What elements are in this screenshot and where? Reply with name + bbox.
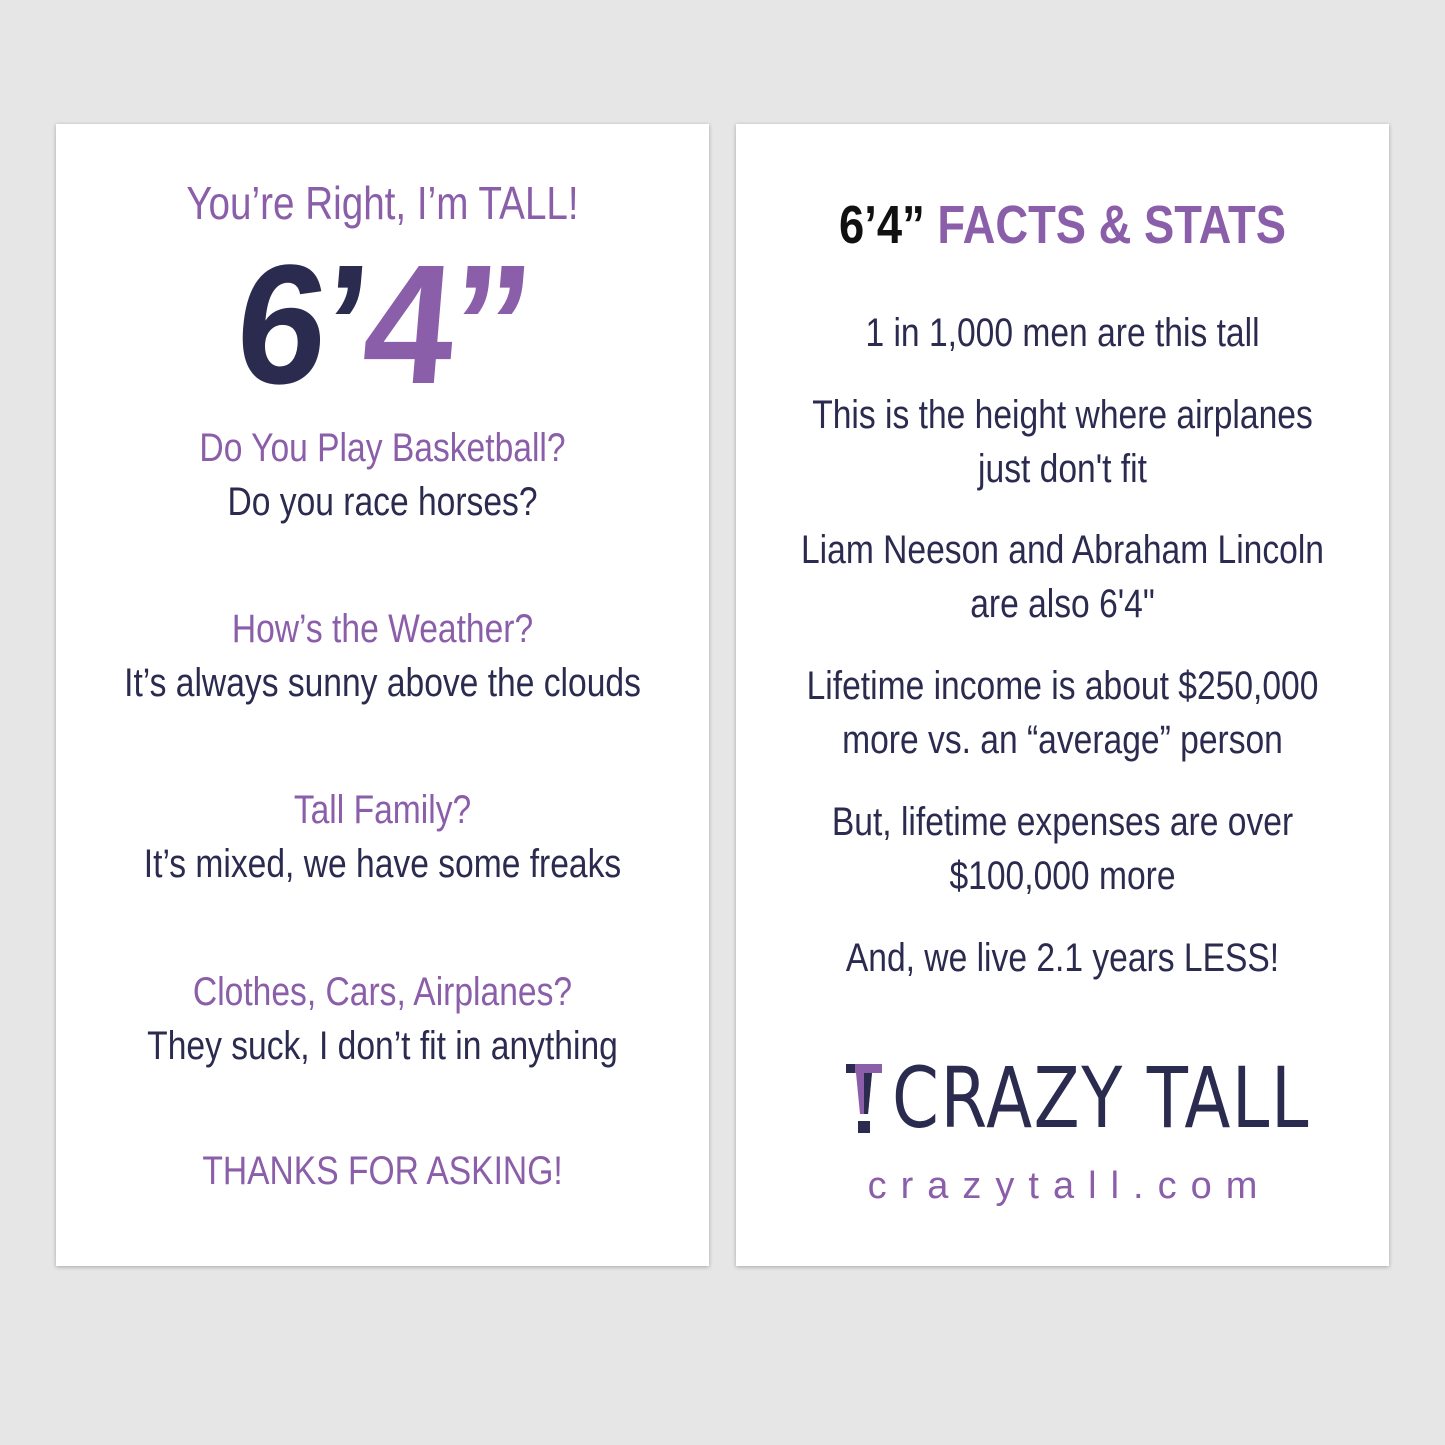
fact-1-line-1: 1 in 1,000 men are this tall [865, 311, 1260, 355]
fact-2 [788, 388, 1337, 496]
fact-2-line-1: This is the height where airplanes [812, 393, 1313, 437]
question-3: Tall Family? [293, 788, 472, 832]
right-card [736, 124, 1389, 1266]
fact-6 [788, 931, 1337, 985]
closing-text: THANKS FOR ASKING! [202, 1149, 563, 1193]
fact-6-line-1: And, we live 2.1 years LESS! [845, 936, 1280, 980]
fact-2-line-2: just don't fit [978, 447, 1147, 491]
answer-1: Do you race horses? [227, 480, 538, 524]
height-display [65, 230, 699, 420]
height-feet: 6’ [229, 230, 373, 420]
question-1: Do You Play Basketball? [199, 426, 566, 470]
facts-title-label: FACTS & STATS [937, 195, 1286, 255]
fact-1 [788, 306, 1337, 360]
fact-3-line-2: are also 6'4" [970, 582, 1155, 626]
exclamation-t-logo-icon [844, 1062, 886, 1138]
crazy-tall-logo [844, 1049, 1310, 1147]
fact-3 [788, 523, 1337, 631]
fact-4-line-2: more vs. an “average” person [842, 718, 1283, 762]
left-card [56, 124, 709, 1266]
height-inches: 4” [356, 230, 536, 420]
fact-5 [788, 795, 1337, 903]
logo-wordmark: CRAZY TALL [892, 1049, 1310, 1147]
fact-3-line-1: Liam Neeson and Abraham Lincoln [800, 528, 1325, 572]
question-2: How’s the Weather? [231, 607, 534, 651]
facts-title [788, 195, 1337, 255]
facts-title-height: 6’4” [839, 195, 925, 255]
fact-5-line-2: $100,000 more [949, 854, 1176, 898]
website-url: crazytall.com [867, 1165, 1272, 1207]
fact-5-line-1: But, lifetime expenses are over [831, 800, 1294, 844]
answer-4: They suck, I don’t fit in anything [147, 1024, 618, 1068]
fact-4-line-1: Lifetime income is about $250,000 [806, 664, 1319, 708]
answer-3: It’s mixed, we have some freaks [143, 842, 622, 886]
intro-heading: You’re Right, I’m TALL! [186, 177, 579, 229]
fact-4 [788, 659, 1337, 767]
question-4: Clothes, Cars, Airplanes? [192, 970, 573, 1014]
answer-2: It’s always sunny above the clouds [124, 661, 641, 705]
